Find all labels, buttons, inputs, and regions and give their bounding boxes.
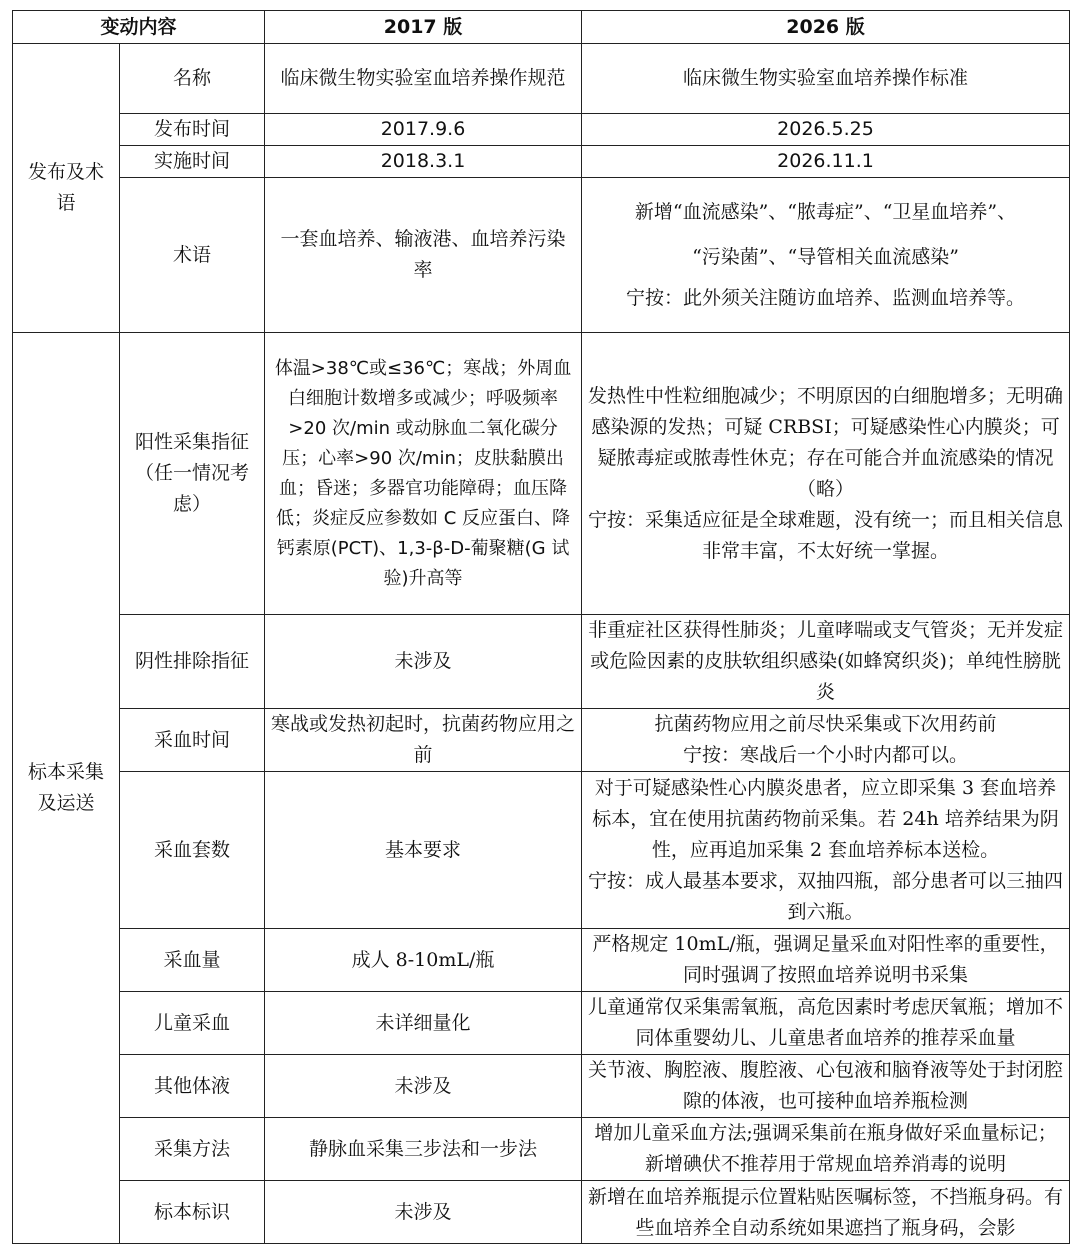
cell-2017: 基本要求 <box>265 772 582 929</box>
table-row <box>13 709 1070 772</box>
row-label: 采集方法 <box>120 1118 265 1181</box>
row-label: 术语 <box>120 178 265 333</box>
row-label: 儿童采血 <box>120 992 265 1055</box>
row-label: 标本标识 <box>120 1181 265 1244</box>
cell-2026: 严格规定 10mL/瓶，强调足量采血对阳性率的重要性，同时强调了按照血培养说明书采集 <box>582 929 1070 992</box>
cell-2026 <box>582 178 1070 333</box>
cell-2026 <box>582 333 1070 615</box>
labeling-text: 新增在血培养瓶提示位置粘贴医嘱标签，不挡瓶身码。有些血培养全自动系统如果遮挡了瓶身码，会影 <box>588 1185 1064 1239</box>
row-label: 采血套数 <box>120 772 265 929</box>
table-row <box>13 178 1070 333</box>
table-row <box>13 772 1070 929</box>
timing-text: 抗菌药物应用之前尽快采集或下次用药前 <box>654 713 997 735</box>
header-row <box>13 11 1070 44</box>
header-2017-version: 2017 版 <box>265 11 582 44</box>
cell-2017: 未涉及 <box>265 1055 582 1118</box>
table-row <box>13 333 1070 615</box>
cell-2017: 静脉血采集三步法和一步法 <box>265 1118 582 1181</box>
cell-2017: 寒战或发热初起时，抗菌药物应用之前 <box>265 709 582 772</box>
cell-2017: 未涉及 <box>265 615 582 709</box>
row-label: 实施时间 <box>120 146 265 178</box>
cell-2017: 成人 8-10mL/瓶 <box>265 929 582 992</box>
cell-2026 <box>582 772 1070 929</box>
row-label: 其他体液 <box>120 1055 265 1118</box>
cell-2026: 2026.5.25 <box>582 114 1070 146</box>
positive-indications: 发热性中性粒细胞减少；不明原因的白细胞增多；无明确感染源的发热；可疑 CRBSI；可疑感染性心内膜炎；可疑脓毒症或脓毒性休克；存在可能合并血流感染的情况（略） <box>588 384 1064 500</box>
cell-2017: 2018.3.1 <box>265 146 582 178</box>
row-label: 采血时间 <box>120 709 265 772</box>
terms-note: 宁按：此外须关注随访血培养、监测血培养等。 <box>626 286 1026 309</box>
table-row <box>13 1181 1070 1244</box>
cell-2017: 体温>38℃或≤36℃；寒战；外周血白细胞计数增多或减少；呼吸频率>20 次/min 或动脉血二氧化碳分压；心率>90 次/min；皮肤黏膜出血；昏迷；多器官功能障碍；血压降低；炎症反应参数如 C 反应蛋白、降钙素原(PCT)、1,3-β-D-葡聚糖(G 试验)升高等 <box>265 333 582 615</box>
header-change-content: 变动内容 <box>13 11 265 44</box>
comparison-table <box>12 10 1070 1244</box>
row-label: 阳性采集指征（任一情况考虑） <box>120 333 265 615</box>
terms-new-line2: “污染菌”、“导管相关血流感染” <box>692 245 959 268</box>
cell-2026: 2026.11.1 <box>582 146 1070 178</box>
cell-2026: 关节液、胸腔液、腹腔液、心包液和脑脊液等处于封闭腔隙的体液，也可接种血培养瓶检测 <box>582 1055 1070 1118</box>
sets-text: 对于可疑感染性心内膜炎患者，应立即采集 3 套血培养标本，宜在使用抗菌药物前采集。若 24h 培养结果为阴性，应再追加采集 2 套血培养标本送检。 <box>592 776 1059 861</box>
table-row <box>13 44 1070 114</box>
row-label: 名称 <box>120 44 265 114</box>
group-label: 发布及术语 <box>13 44 120 333</box>
header-2026-version: 2026 版 <box>582 11 1070 44</box>
terms-new-line1: 新增“血流感染”、“脓毒症”、“卫星血培养”、 <box>634 200 1017 223</box>
cell-2026 <box>582 1181 1070 1244</box>
timing-note: 宁按：寒战后一个小时内都可以。 <box>683 744 969 766</box>
row-label: 阴性排除指征 <box>120 615 265 709</box>
group-label: 标本采集及运送 <box>13 333 120 1244</box>
table-row <box>13 929 1070 992</box>
cell-2026: 儿童通常仅采集需氧瓶，高危因素时考虑厌氧瓶；增加不同体重婴幼儿、儿童患者血培养的推荐采血量 <box>582 992 1070 1055</box>
row-label: 采血量 <box>120 929 265 992</box>
table-row <box>13 1118 1070 1181</box>
table-row <box>13 615 1070 709</box>
cell-2026: 临床微生物实验室血培养操作标准 <box>582 44 1070 114</box>
cell-2026: 非重症社区获得性肺炎；儿童哮喘或支气管炎；无并发症或危险因素的皮肤软组织感染(如蜂窝织炎)；单纯性膀胱炎 <box>582 615 1070 709</box>
table-row <box>13 114 1070 146</box>
cell-2017: 一套血培养、输液港、血培养污染率 <box>265 178 582 333</box>
positive-note: 宁按：采集适应征是全球难题，没有统一；而且相关信息非常丰富，不太好统一掌握。 <box>588 508 1064 562</box>
cell-2026: 增加儿童采血方法;强调采集前在瓶身做好采血量标记；新增碘伏不推荐用于常规血培养消毒的说明 <box>582 1118 1070 1181</box>
row-label: 发布时间 <box>120 114 265 146</box>
table-row <box>13 992 1070 1055</box>
cell-2017: 未涉及 <box>265 1181 582 1244</box>
table-row <box>13 1055 1070 1118</box>
cell-2026 <box>582 709 1070 772</box>
cell-2017: 未详细量化 <box>265 992 582 1055</box>
cell-2017: 2017.9.6 <box>265 114 582 146</box>
cell-2017: 临床微生物实验室血培养操作规范 <box>265 44 582 114</box>
sets-note: 宁按：成人最基本要求，双抽四瓶，部分患者可以三抽四到六瓶。 <box>588 869 1064 923</box>
table-row <box>13 146 1070 178</box>
